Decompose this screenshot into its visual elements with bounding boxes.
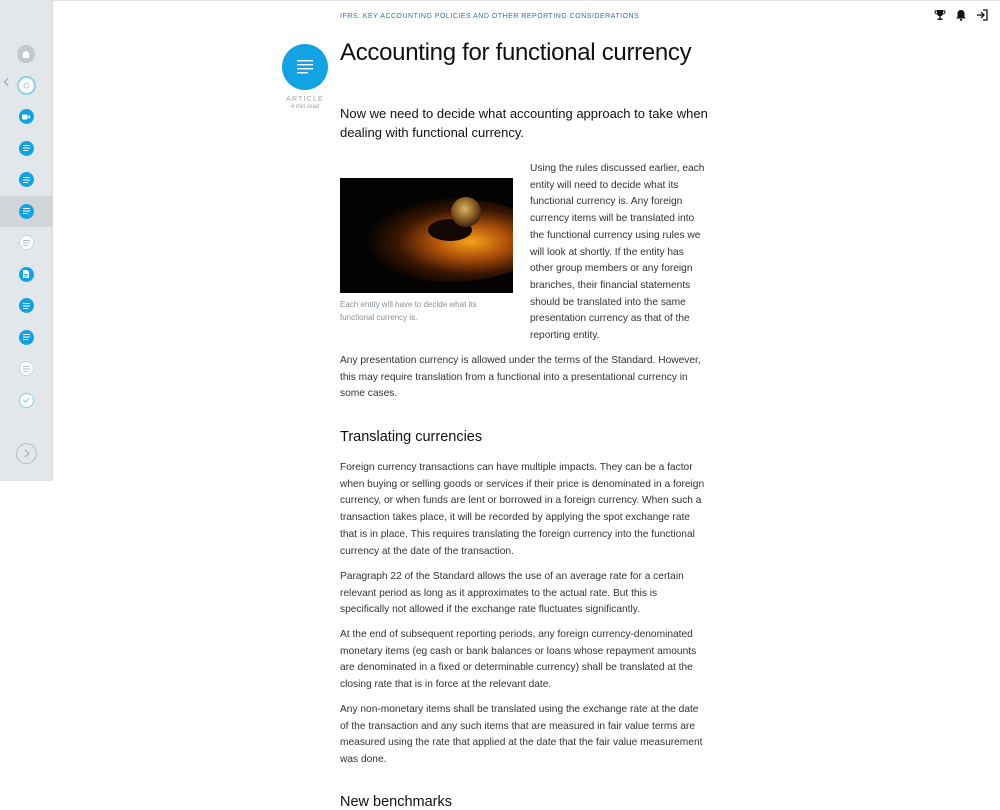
article-icon — [19, 330, 34, 345]
sidebar-item-article[interactable] — [0, 353, 52, 385]
read-time: 4 min read — [290, 104, 320, 110]
breadcrumb[interactable]: IFRS: KEY ACCOUNTING POLICIES AND OTHER REPORTING CONSIDERATIONS — [340, 13, 640, 20]
sidebar-item-article[interactable] — [0, 322, 52, 354]
sidebar-item-article[interactable] — [0, 164, 52, 196]
article-icon — [19, 298, 34, 313]
coin-photo — [340, 178, 513, 293]
sidebar-item-document[interactable] — [0, 259, 52, 291]
sidebar-item-article[interactable] — [0, 227, 52, 259]
paragraph: Any non-monetary items shall be translated using the exchange rate at the date of the transaction and any such items that are measured in fair value terms are measured using the rate that applied at the date that the fair value measurement was done. — [340, 704, 703, 766]
bell-icon[interactable] — [955, 8, 967, 20]
sidebar-items — [0, 38, 52, 416]
next-button[interactable] — [16, 443, 37, 464]
sidebar-item-article[interactable] — [0, 133, 52, 165]
sidebar-item-article[interactable] — [0, 290, 52, 322]
sidebar-item-quiz[interactable] — [0, 385, 52, 417]
article-figure — [340, 178, 513, 324]
content-type-label: ARTICLE — [286, 96, 324, 103]
sidebar-item-video[interactable] — [0, 101, 52, 133]
home-icon — [17, 45, 35, 63]
article-icon — [282, 44, 328, 90]
paragraph: Any presentation currency is allowed under the terms of the Standard. However, this may require translation from a functional into a presentational currency in some cases. — [340, 355, 701, 400]
chevron-left-icon — [4, 77, 12, 85]
video-icon — [19, 109, 34, 124]
section-heading: Translating currencies — [340, 429, 483, 445]
article-icon — [19, 361, 34, 376]
document-icon — [19, 267, 34, 282]
section-heading: New benchmarks — [340, 794, 453, 810]
paragraph: At the end of subsequent reporting periods, any foreign currency-denominated monetary items (eg cash or bank balances or loans whose repayment amounts are denominated in a fixed or determinable currency) shall be translated at the closing rate that is in force at the relevant date. — [340, 629, 697, 691]
intro-paragraph: Using the rules discussed earlier, each entity will need to decide what its functional currency is. Any foreign currency items will be translated into the functional currency using rules we will look at shortly. If the entity has other group members or any foreign branches, their financial statements should be translated into the same presentation currency as that of the reporting entity. — [530, 163, 705, 342]
check-icon — [19, 393, 34, 408]
article-icon — [19, 172, 34, 187]
figure-caption: Each entity will have to decide what its functional currency is. — [340, 300, 477, 322]
logout-icon[interactable] — [976, 8, 988, 20]
article-icon — [19, 235, 34, 250]
trophy-icon[interactable] — [934, 8, 946, 20]
article-badge — [281, 44, 329, 110]
chevron-right-icon — [24, 449, 30, 458]
article-subtitle: Now we need to decide what accounting approach to take when dealing with functional currency. — [340, 106, 708, 140]
top-border — [0, 0, 1000, 1]
paragraph: Paragraph 22 of the Standard allows the use of an average rate for a certain relevant period as long as it approximates to the actual rate. But this is specifically not allowed if the exchange rate fluctuates significantly. — [340, 571, 684, 616]
page-title: Accounting for functional currency — [340, 39, 692, 66]
top-actions — [934, 8, 988, 20]
sidebar — [0, 0, 53, 481]
progress-icon — [17, 76, 36, 95]
sidebar-item-article-current[interactable] — [0, 196, 52, 228]
article-icon — [19, 204, 34, 219]
article-icon — [19, 141, 34, 156]
paragraph: Foreign currency transactions can have multiple impacts. They can be a factor when buying or selling goods or services if their price is denominated in a foreign currency, or when funds are lent or borrowed in a foreign currency. When such a transaction takes place, it will be recorded by applying the spot exchange rate that is in place. This requires translating the foreign currency into the functional currency at the date of the transaction. — [340, 462, 705, 557]
sidebar-item-progress[interactable] — [0, 70, 52, 102]
sidebar-item-home[interactable] — [0, 38, 52, 70]
